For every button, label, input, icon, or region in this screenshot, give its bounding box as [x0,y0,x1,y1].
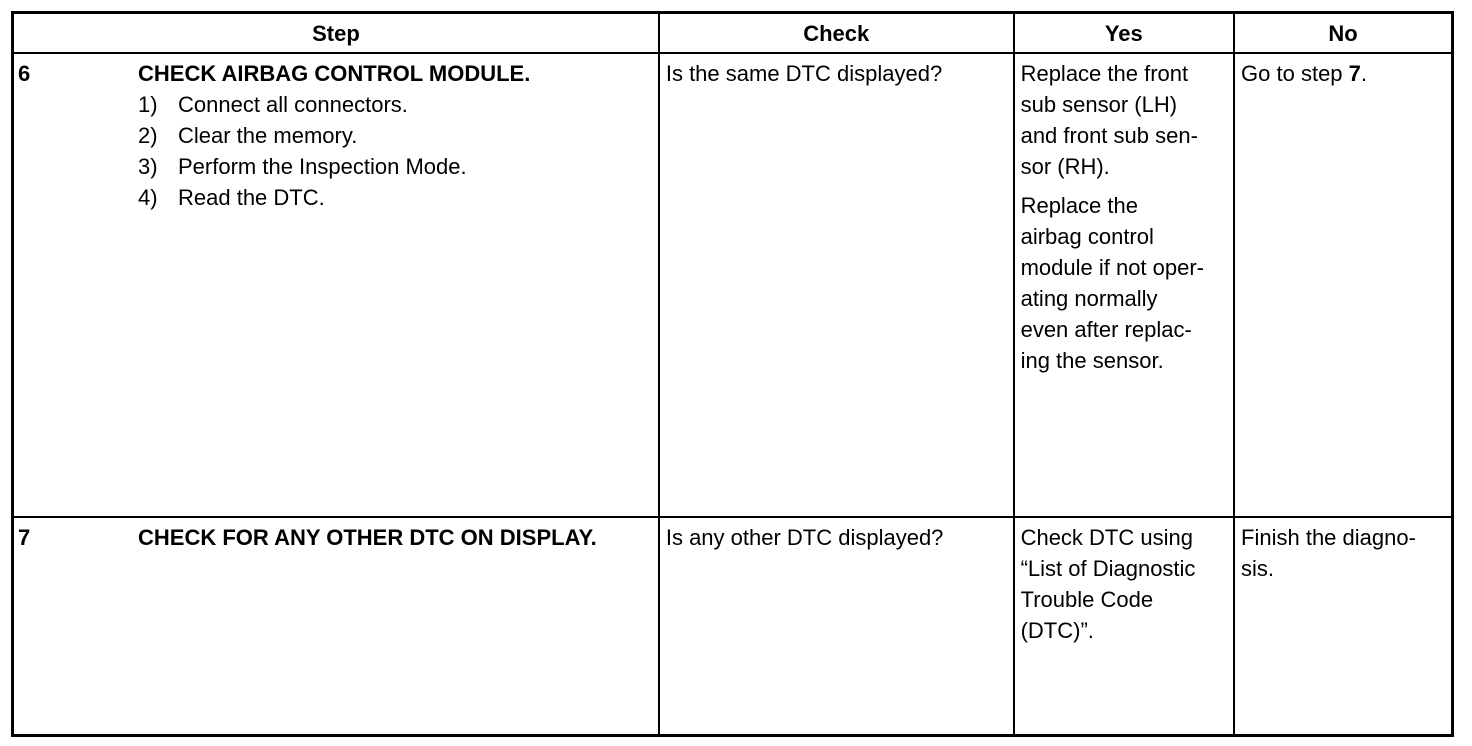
yes-line: sor (RH). [1020,154,1110,179]
table-row [13,517,1453,736]
substep-index: 4) [138,185,158,210]
header-yes: Yes [1014,13,1234,54]
yes-line: Replace the front [1020,61,1189,86]
header-step: Step [13,13,659,54]
yes-line: ing the sensor. [1020,348,1164,373]
yes-line: sub sensor (LH) [1020,92,1178,117]
yes-line: Trouble Code [1020,587,1154,612]
yes-line: module if not oper- [1020,255,1205,280]
check-text: Is any other DTC displayed? [665,525,944,550]
header-check: Check [659,13,1014,54]
yes-paragraph [1021,522,1227,646]
substep-text: Perform the Inspection Mode. [178,154,467,179]
step-title: CHECK AIRBAG CONTROL MODULE. [138,61,531,86]
substep-index: 2) [138,123,158,148]
yes-line: ating normally [1020,286,1158,311]
yes-line: (DTC)”. [1020,618,1094,643]
step-title: CHECK FOR ANY OTHER DTC ON DISPLAY. [138,525,597,550]
substep-item [138,151,658,182]
no-cell [1234,53,1452,517]
header-no: No [1234,13,1452,54]
step-cell [13,517,659,736]
no-line: Finish the diagno- [1241,525,1416,550]
no-line: sis. [1241,556,1275,581]
substep-text: Clear the memory. [178,123,358,148]
check-text: Is the same DTC displayed? [665,61,943,86]
no-suffix: . [1360,61,1368,86]
yes-line: Replace the [1020,193,1138,218]
substep-item [138,89,658,120]
yes-line: even after replac- [1020,317,1192,342]
yes-paragraph [1021,190,1227,376]
no-text [1235,54,1451,89]
yes-line: Check DTC using [1020,525,1193,550]
yes-line: airbag control [1020,224,1154,249]
check-cell [659,517,1014,736]
substep-item [138,182,658,213]
table-row [13,53,1453,517]
no-prefix: Go to step [1241,61,1349,86]
step-number: 6 [18,61,31,86]
step-cell [13,53,659,517]
yes-cell [1014,53,1234,517]
yes-cell [1014,517,1234,736]
yes-line: “List of Diagnostic [1020,556,1196,581]
yes-paragraph [1021,58,1227,182]
no-step-reference: 7 [1348,61,1361,86]
substep-text: Connect all connectors. [178,92,408,117]
substep-list [138,89,658,213]
step-number: 7 [18,525,31,550]
no-text [1235,518,1451,584]
diagnostic-table-sheet [11,11,1454,737]
header-row [13,13,1453,54]
substep-index: 1) [138,92,158,117]
check-cell [659,53,1014,517]
substep-item [138,120,658,151]
diagnostic-table [11,11,1454,737]
substep-text: Read the DTC. [178,185,325,210]
no-cell [1234,517,1452,736]
yes-line: and front sub sen- [1020,123,1198,148]
substep-index: 3) [138,154,158,179]
